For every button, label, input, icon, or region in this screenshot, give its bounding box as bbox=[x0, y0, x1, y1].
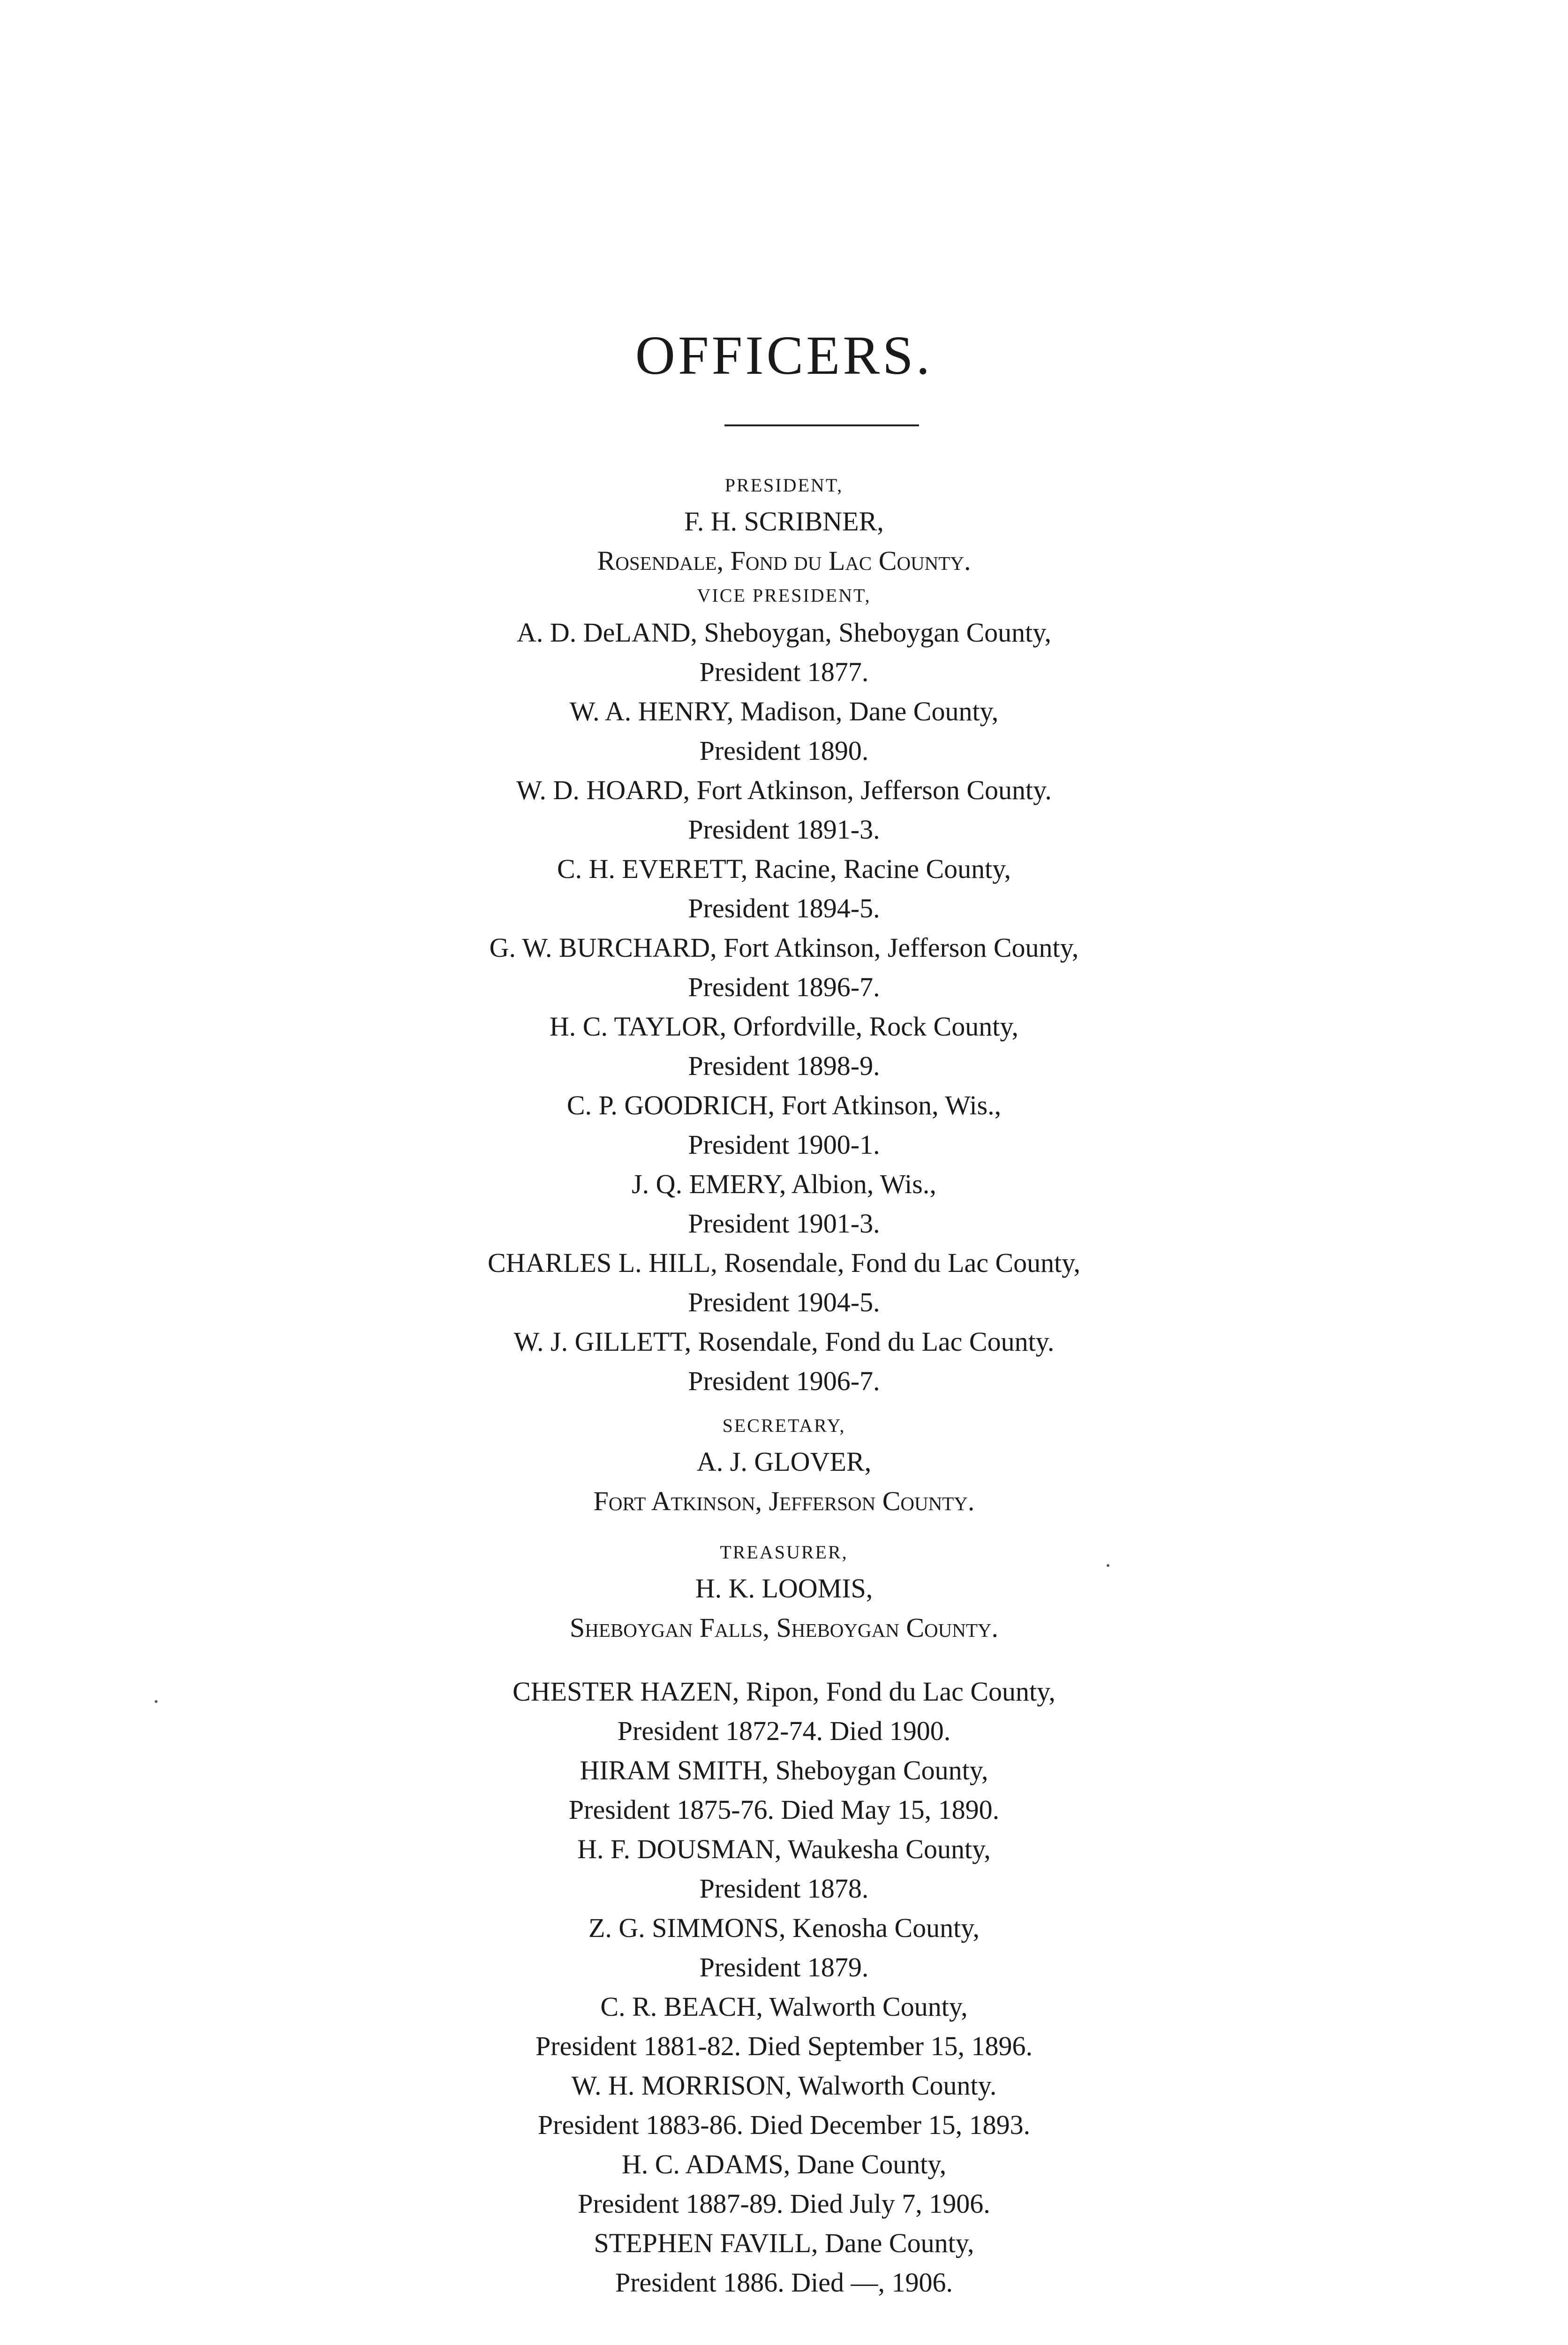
vice-president-entry bbox=[0, 849, 1568, 928]
past-president-entry bbox=[0, 2145, 1568, 2224]
entry-name-line: W. J. GILLETT, Rosendale, Fond du Lac County. bbox=[513, 1326, 1055, 1357]
vice-president-entry bbox=[0, 1243, 1568, 1322]
entry-name-line: C. R. BEACH, Walworth County, bbox=[600, 1991, 968, 2022]
secretary-name: A. J. GLOVER, bbox=[696, 1446, 872, 1477]
vice-president-entry bbox=[0, 771, 1568, 849]
treasurer-heading: TREASURER, bbox=[720, 1542, 848, 1563]
entry-term-line: President 1904-5. bbox=[688, 1287, 880, 1317]
entry-term-line: President 1877. bbox=[699, 657, 869, 687]
past-president-entry bbox=[0, 2224, 1568, 2302]
treasurer-place: Sheboygan Falls, Sheboygan County. bbox=[569, 1612, 999, 1643]
vice-president-entry bbox=[0, 1322, 1568, 1401]
past-president-entry bbox=[0, 1672, 1568, 1751]
president-section bbox=[0, 469, 1568, 581]
vice-president-entry bbox=[0, 1086, 1568, 1165]
entry-term-line: President 1887-89. Died July 7, 1906. bbox=[578, 2188, 990, 2219]
entry-name-line: W. H. MORRISON, Walworth County. bbox=[571, 2070, 997, 2101]
scan-speck bbox=[155, 1700, 158, 1703]
secretary-heading: SECRETARY, bbox=[722, 1415, 846, 1436]
past-president-entry bbox=[0, 1987, 1568, 2066]
vice-president-entry bbox=[0, 1007, 1568, 1086]
entry-term-line: President 1906-7. bbox=[688, 1366, 880, 1396]
title-divider bbox=[724, 424, 919, 426]
page-title: OFFICERS. bbox=[635, 325, 933, 386]
president-name: F. H. SCRIBNER, bbox=[684, 506, 884, 537]
vice-president-entry bbox=[0, 692, 1568, 771]
president-heading: PRESIDENT, bbox=[724, 475, 844, 496]
entry-name-line: W. A. HENRY, Madison, Dane County, bbox=[569, 696, 999, 726]
president-place: Rosendale, Fond du Lac County. bbox=[597, 545, 971, 576]
entry-term-line: President 1881-82. Died September 15, 1896. bbox=[535, 2031, 1033, 2061]
entry-name-line: C. H. EVERETT, Racine, Racine County, bbox=[557, 854, 1011, 884]
entry-term-line: President 1890. bbox=[699, 735, 869, 766]
entry-term-line: President 1891-3. bbox=[688, 814, 880, 845]
vice-president-entry bbox=[0, 613, 1568, 692]
entry-name-line: H. C. TAYLOR, Orfordville, Rock County, bbox=[549, 1011, 1019, 1042]
treasurer-section bbox=[0, 1536, 1568, 1648]
entry-term-line: President 1901-3. bbox=[688, 1208, 880, 1239]
scan-speck bbox=[1107, 1564, 1109, 1567]
secretary-section bbox=[0, 1409, 1568, 1521]
entry-name-line: CHESTER HAZEN, Ripon, Fond du Lac County, bbox=[513, 1676, 1055, 1707]
treasurer-name: H. K. LOOMIS, bbox=[695, 1573, 873, 1604]
entry-term-line: President 1875-76. Died May 15, 1890. bbox=[568, 1794, 1000, 1825]
entry-name-line: STEPHEN FAVILL, Dane County, bbox=[594, 2228, 974, 2258]
entry-name-line: HIRAM SMITH, Sheboygan County, bbox=[580, 1755, 988, 1785]
entry-name-line: CHARLES L. HILL, Rosendale, Fond du Lac County, bbox=[487, 1248, 1081, 1278]
entry-name-line: C. P. GOODRICH, Fort Atkinson, Wis., bbox=[566, 1090, 1002, 1120]
entry-term-line: President 1886. Died —, 1906. bbox=[615, 2267, 953, 2298]
entry-term-line: President 1883-86. Died December 15, 1893. bbox=[537, 2110, 1031, 2140]
entry-name-line: J. Q. EMERY, Albion, Wis., bbox=[632, 1169, 936, 1199]
past-president-entry bbox=[0, 1908, 1568, 1987]
entry-name-line: G. W. BURCHARD, Fort Atkinson, Jefferson County, bbox=[489, 932, 1079, 963]
past-president-entry bbox=[0, 1751, 1568, 1830]
past-president-entry bbox=[0, 2066, 1568, 2145]
entry-name-line: A. D. DeLAND, Sheboygan, Sheboygan County, bbox=[516, 617, 1051, 648]
entry-term-line: President 1872-74. Died 1900. bbox=[617, 1716, 951, 1746]
entry-term-line: President 1900-1. bbox=[688, 1129, 880, 1160]
entry-name-line: H. F. DOUSMAN, Waukesha County, bbox=[577, 1834, 991, 1864]
entry-name-line: H. C. ADAMS, Dane County, bbox=[621, 2149, 947, 2179]
vice-president-section bbox=[0, 579, 1568, 1401]
entry-name-line: Z. G. SIMMONS, Kenosha County, bbox=[588, 1913, 980, 1943]
entry-term-line: President 1894-5. bbox=[688, 893, 880, 923]
entry-term-line: President 1879. bbox=[699, 1952, 869, 1982]
secretary-place: Fort Atkinson, Jefferson County. bbox=[593, 1486, 975, 1516]
entry-term-line: President 1878. bbox=[699, 1873, 869, 1904]
vice-president-entry bbox=[0, 928, 1568, 1007]
vice-president-heading: VICE PRESIDENT, bbox=[697, 585, 871, 606]
vice-president-entry bbox=[0, 1165, 1568, 1243]
past-presidents-section bbox=[0, 1672, 1568, 2302]
entry-term-line: President 1896-7. bbox=[688, 972, 880, 1002]
past-president-entry bbox=[0, 1830, 1568, 1908]
entry-name-line: W. D. HOARD, Fort Atkinson, Jefferson County. bbox=[516, 775, 1052, 805]
entry-term-line: President 1898-9. bbox=[688, 1051, 880, 1081]
